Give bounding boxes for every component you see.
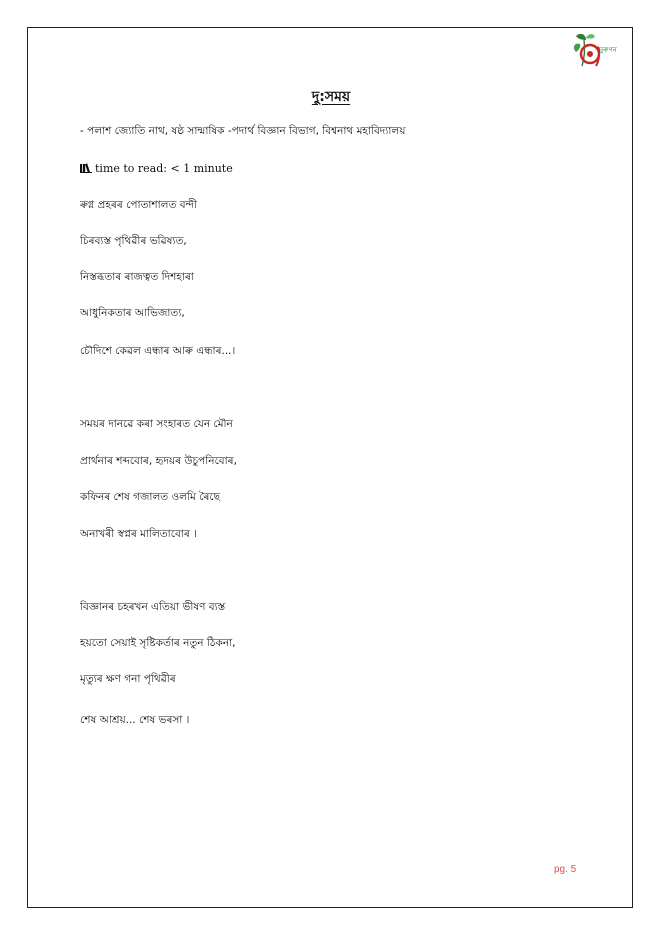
page-title: দু:সময় xyxy=(311,89,351,105)
poem-line: ৰুগ্ন প্ৰহৰৰ পোতাশালত বন্দী xyxy=(80,199,197,211)
poem-line: সময়ৰ দানৱে কৰা সংহাৰত যেন মৌন xyxy=(80,418,233,430)
author-line: - পলাশ জ্যোতি নাথ, ষষ্ঠ সান্মাষিক -পদাৰ্থ বিজ্ঞান বিভাগ, বিশ্বনাথ মহাবিদ্যালয় xyxy=(80,125,406,137)
logo-wordmark: নুৰুণন xyxy=(599,46,617,54)
poem-line: চৌদিশে কেৱল এন্ধাৰ আৰু এন্ধাৰ...। xyxy=(80,345,236,357)
read-time-label: time to read: < 1 minute xyxy=(95,162,233,175)
poem-line: বিজ্ঞানৰ চহৰখন এতিয়া ভীষণ ব্যস্ত xyxy=(80,601,226,613)
poem-line: চিৰব্যস্ত পৃথিৱীৰ ভৱিষ্যত, xyxy=(80,235,187,247)
page-number: pg. 5 xyxy=(554,864,577,875)
poem-line: প্ৰাৰ্থনাৰ শব্দবোৰ, হৃদয়ৰ উচুপনিবোৰ, xyxy=(80,455,237,467)
poem-line: নিস্তব্ধতাৰ ৰাজত্বত দিশহাৰা xyxy=(80,271,194,283)
poem-line: হয়তো সেয়াই সৃষ্টিকৰ্তাৰ নতুন ঠিকনা, xyxy=(80,637,236,649)
poem-line: কফিনৰ শেষ গজালত ওলমি ৰৈছে xyxy=(80,491,220,503)
book-icon xyxy=(80,163,92,173)
poem-line: মৃত্যুৰ ক্ষণ গনা পৃথিৱীৰ xyxy=(80,673,176,685)
poem-line: আধুনিকতাৰ আভিজাত্য, xyxy=(80,307,185,319)
poem-line: অনাখৰী স্বপ্নৰ মালিতাবোৰ । xyxy=(80,528,197,540)
read-time xyxy=(80,162,233,175)
poem-line: শেষ আশ্ৰয়... শেষ ভৰসা । xyxy=(80,714,190,726)
